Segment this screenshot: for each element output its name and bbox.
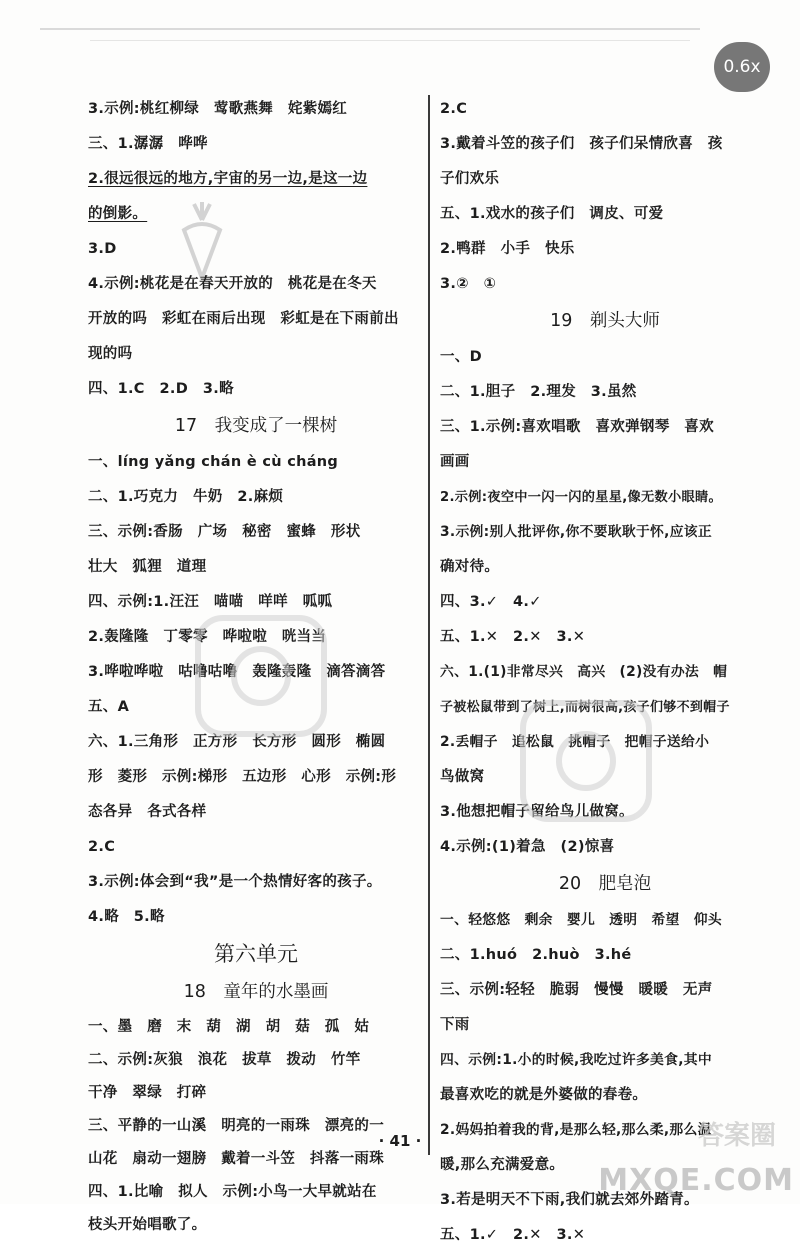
answer-line: 开放的吗 彩虹在雨后出现 彩虹是在下雨前出 (88, 311, 399, 327)
answer-line: 3.示例:桃红柳绿 莺歌燕舞 姹紫嫣红 (88, 101, 348, 117)
answer-line: 现的吗 (88, 346, 133, 362)
answer-line: 山花 扇动一翅膀 戴着一斗笠 抖落一雨珠 (88, 1151, 384, 1167)
top-scan-line-secondary (90, 40, 690, 41)
answer-line: 4.示例:(1)着急 (2)惊喜 (440, 839, 615, 855)
page-number: · 41 · (378, 1132, 422, 1150)
answer-line: 五、1.✕ 2.✕ 3.✕ (440, 629, 586, 645)
answer-line: 态各异 各式各样 (88, 804, 207, 820)
answer-line: 一、墨 磨 末 葫 湖 胡 菇 孤 姑 (88, 1019, 370, 1035)
answer-line: 形 菱形 示例:梯形 五边形 心形 示例:形 (88, 769, 397, 785)
answer-line: 六、1.三角形 正方形 长方形 圆形 椭圆 (88, 734, 386, 750)
answer-line: 壮大 狐狸 道理 (88, 559, 207, 575)
answer-line: 暖,那么充满爱意。 (440, 1157, 565, 1173)
lesson-title: 19 剃头大师 (550, 311, 660, 331)
lesson-title: 18 童年的水墨画 (183, 982, 329, 1002)
answer-line: 六、1.(1)非常尽兴 高兴 (2)没有办法 帽 (440, 664, 728, 680)
top-scan-line (40, 28, 700, 30)
answer-line: 二、1.巧克力 牛奶 2.麻烦 (88, 489, 284, 505)
answer-line: 3.他想把帽子留给鸟儿做窝。 (440, 804, 634, 820)
answer-line: 五、1.戏水的孩子们 调皮、可爱 (440, 206, 664, 222)
answer-line: 3.示例:别人批评你,你不要耿耿于怀,应该正 (440, 524, 712, 540)
right-column (440, 92, 770, 1253)
answer-line: 2.丢帽子 追松鼠 挑帽子 把帽子送给小 (440, 734, 710, 750)
answer-line: 3.D (88, 241, 117, 257)
answer-line: 一、líng yǎng chán è cù cháng (88, 454, 339, 470)
answer-line: 2.C (88, 839, 116, 855)
answer-line: 3.哗啦哗啦 咕噜咕噜 轰隆轰隆 滴答滴答 (88, 664, 386, 680)
answer-line: 3.② ① (440, 276, 497, 292)
answer-line: 干净 翠绿 打碎 (88, 1085, 207, 1101)
answer-line: 一、D (440, 349, 482, 365)
answer-line: 子们欢乐 (440, 171, 500, 187)
answer-line: 三、平静的一山溪 明亮的一雨珠 漂亮的一 (88, 1118, 384, 1134)
answer-line: 2.C (440, 101, 468, 117)
answer-line: 画画 (440, 454, 470, 470)
answer-line: 五、A (88, 699, 130, 715)
answer-line: 鸟做窝 (440, 769, 485, 785)
column-divider (428, 95, 430, 1155)
answer-line: 3.示例:体会到“我”是一个热情好客的孩子。 (88, 874, 382, 890)
answer-line: 二、1.胆子 2.理发 3.虽然 (440, 384, 637, 400)
site-watermark-url: MXQE.COM (598, 1163, 794, 1198)
answer-line: 3.戴着斗笠的孩子们 孩子们呆情欣喜 孩 (440, 136, 723, 152)
answer-line: 二、示例:灰狼 浪花 拔草 拨动 竹竿 (88, 1052, 361, 1068)
answer-line: 四、1.比喻 拟人 示例:小鸟一大早就站在 (88, 1184, 377, 1200)
answer-line: 2.很远很远的地方,宇宙的另一边,是这一边 (88, 171, 368, 187)
watermark-stamp-icon (195, 615, 327, 737)
answer-line: 最喜欢吃的就是外婆做的春卷。 (440, 1087, 648, 1103)
answer-line: 2.鸭群 小手 快乐 (440, 241, 575, 257)
answer-line: 一、轻悠悠 剩余 婴儿 透明 希望 仰头 (440, 912, 722, 928)
answer-line: 2.轰隆隆 丁零零 哗啦啦 咣当当 (88, 629, 327, 645)
answer-line: 4.示例:桃花是在春天开放的 桃花是在冬天 (88, 276, 377, 292)
answer-line: 五、1.✓ 2.✕ 3.✕ (440, 1227, 586, 1243)
answer-line: 4.略 5.略 (88, 909, 165, 925)
answer-line: 的倒影。 (88, 206, 148, 222)
answer-line: 四、示例:1.汪汪 喵喵 咩咩 呱呱 (88, 594, 333, 610)
answer-line: 四、3.✓ 4.✓ (440, 594, 542, 610)
answer-line: 三、1.示例:喜欢唱歌 喜欢弹钢琴 喜欢 (440, 419, 714, 435)
watermark-stamp-icon (520, 700, 652, 822)
answer-line: 下雨 (440, 1017, 470, 1033)
answer-line: 四、1.C 2.D 3.略 (88, 381, 234, 397)
answer-line: 枝头开始唱歌了。 (88, 1217, 207, 1233)
answer-line: 确对待。 (440, 559, 500, 575)
answer-line: 三、示例:轻轻 脆弱 慢慢 暖暖 无声 (440, 982, 713, 998)
answer-line: 三、1.潺潺 哗哗 (88, 136, 208, 152)
site-watermark: 答案圈 (697, 1121, 776, 1151)
carrot-watermark-icon (172, 200, 232, 280)
answer-line: 2.示例:夜空中一闪一闪的星星,像无数小眼睛。 (440, 490, 722, 505)
answer-line: 3.若是明天不下雨,我们就去郊外踏青。 (440, 1192, 699, 1208)
answer-line: 2.妈妈拍着我的背,是那么轻,那么柔,那么温 (440, 1122, 712, 1138)
answer-line: 二、1.huó 2.huò 3.hé (440, 947, 632, 963)
answer-line: 三、示例:香肠 广场 秘密 蜜蜂 形状 (88, 524, 361, 540)
unit-heading: 第六单元 (214, 942, 298, 966)
lesson-title: 20 肥皂泡 (558, 874, 652, 894)
answer-line: 子被松鼠带到了树上,而树很高,孩子们够不到帽子 (440, 700, 730, 715)
zoom-level-badge[interactable]: 0.6x (714, 42, 770, 92)
lesson-title: 17 我变成了一棵树 (174, 416, 338, 436)
answer-line: 四、示例:1.小的时候,我吃过许多美食,其中 (440, 1052, 712, 1068)
